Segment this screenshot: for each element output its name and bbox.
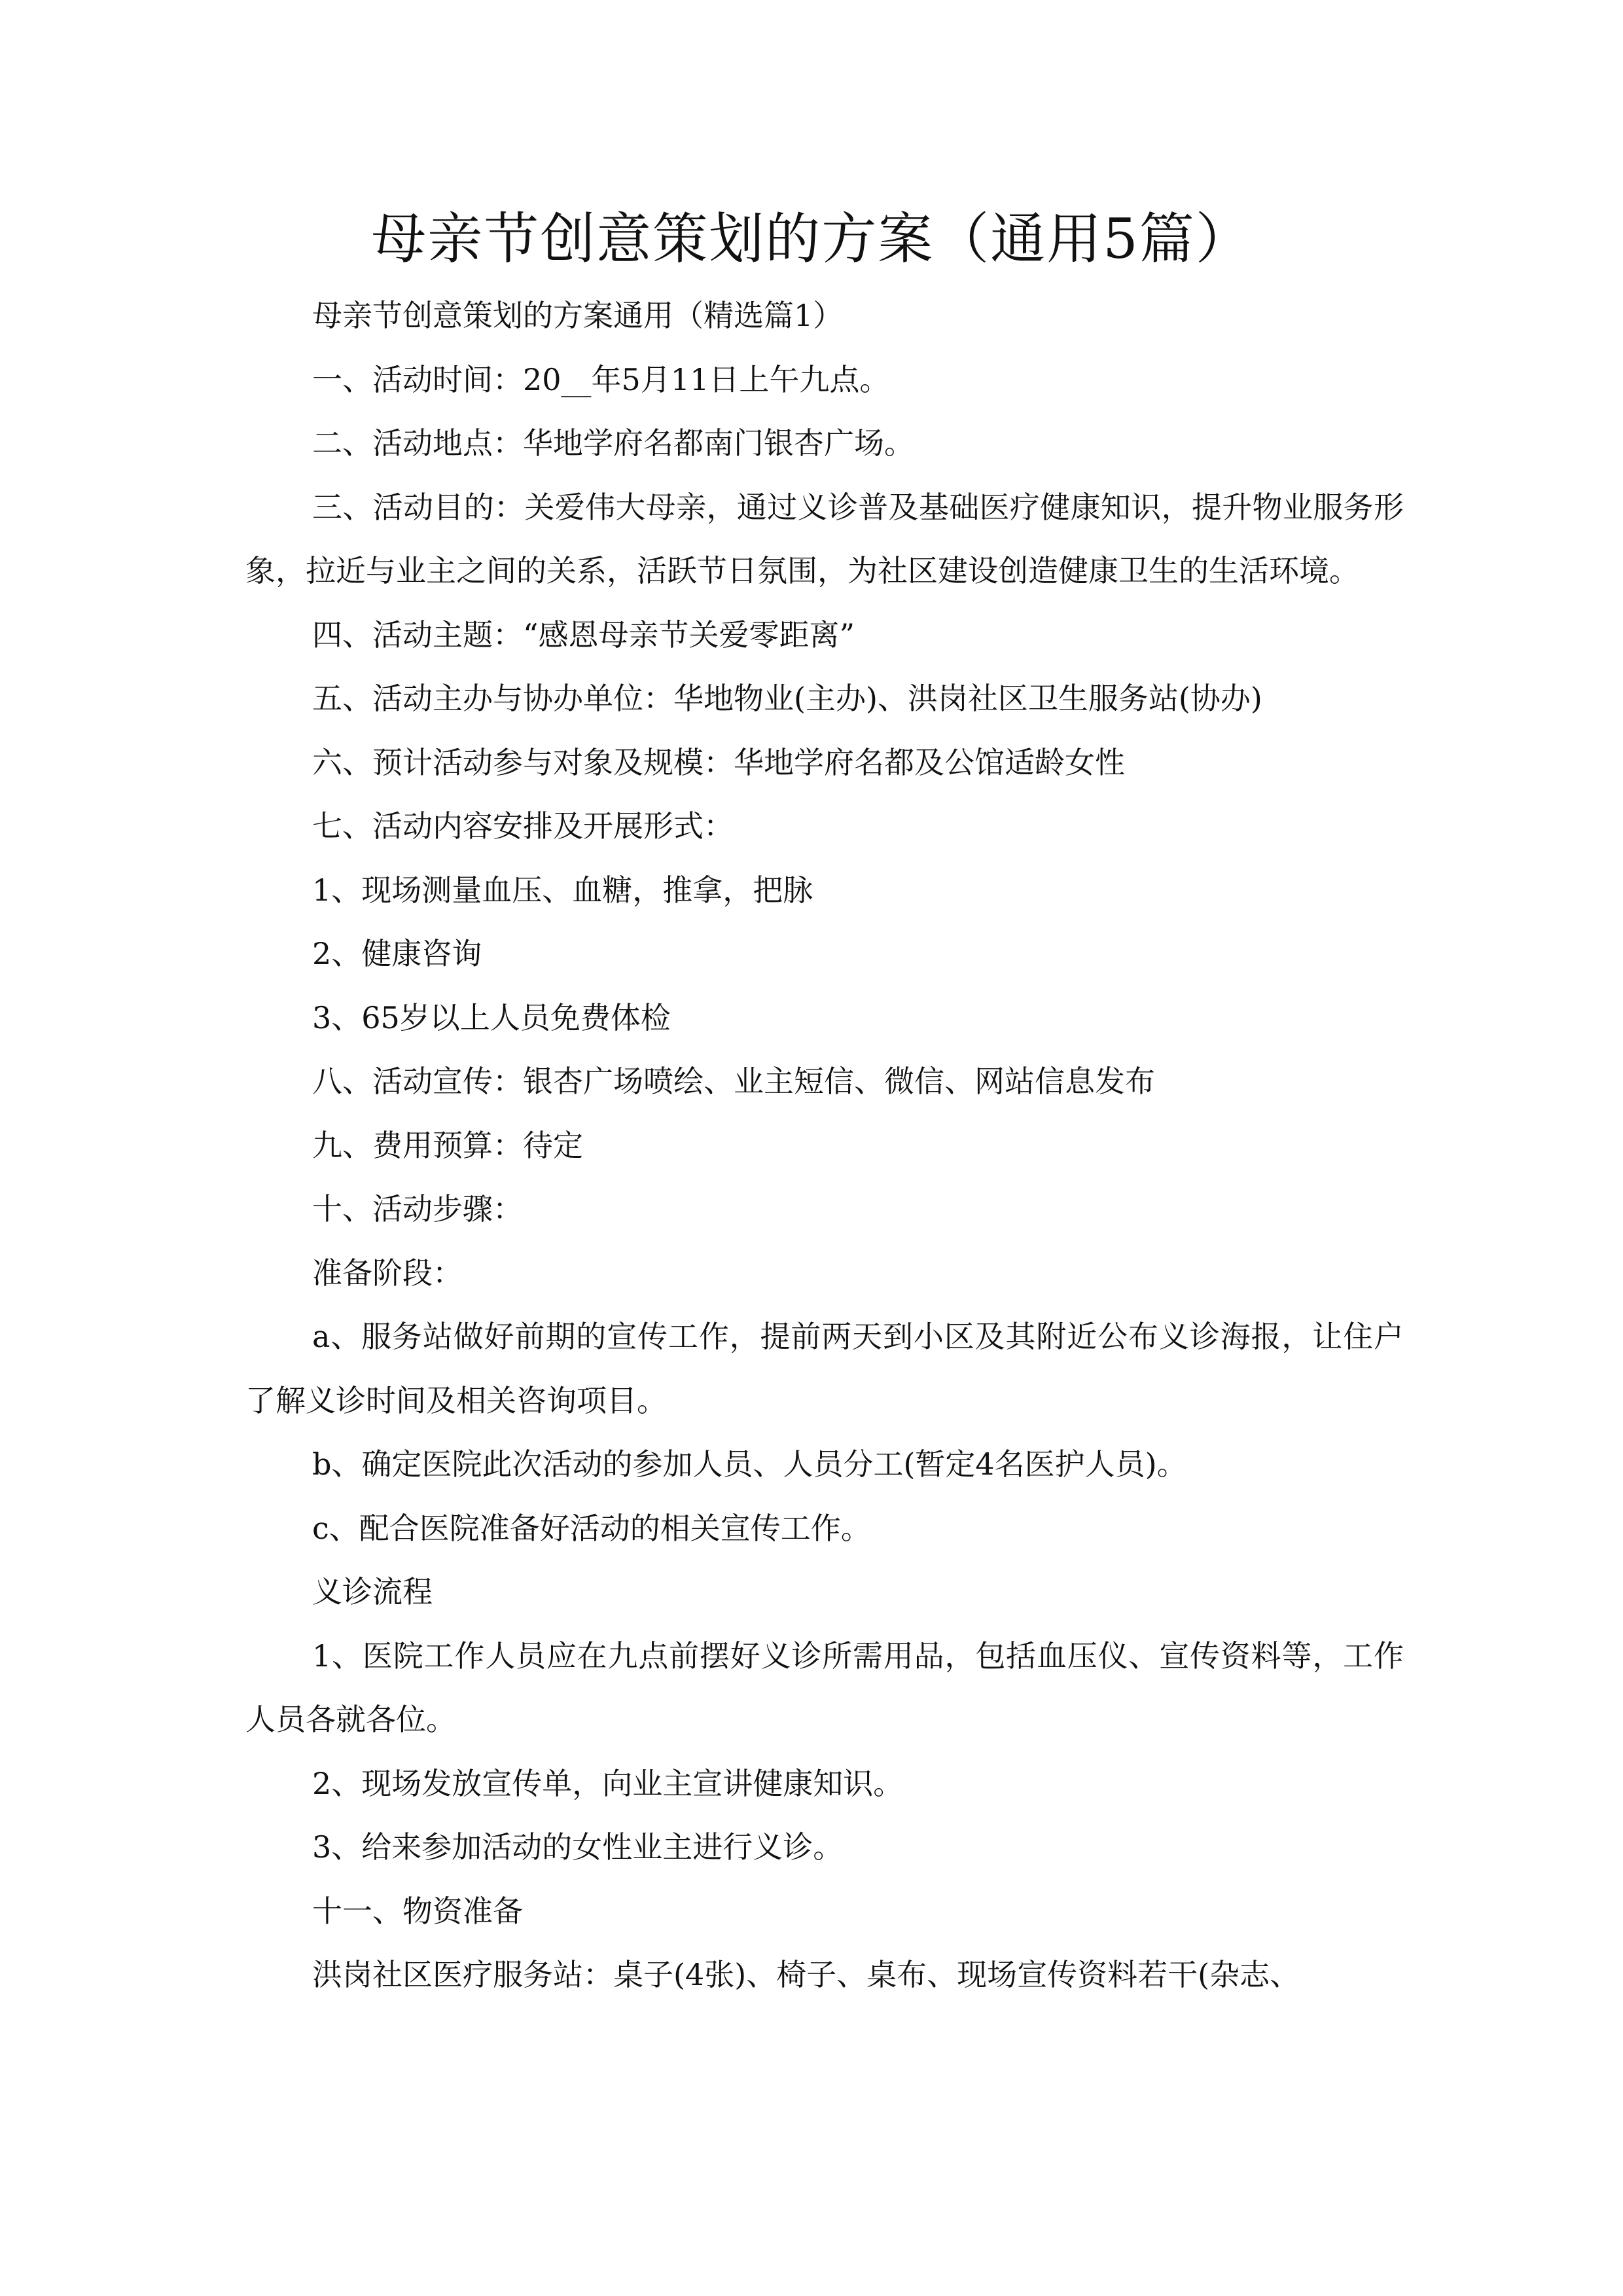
paragraph: 3、给来参加活动的女性业主进行义诊。 <box>312 1829 844 1865</box>
paragraph: 八、活动宣传：银杏广场喷绘、业主短信、微信、网站信息发布 <box>312 1064 1155 1099</box>
paragraph: 2、现场发放宣传单，向业主宣讲健康知识。 <box>312 1765 904 1801</box>
paragraph: 二、活动地点：华地学府名都南门银杏广场。 <box>312 425 914 461</box>
paragraph: 十、活动步骤： <box>312 1191 523 1227</box>
paragraph: 1、现场测量血压、血糖，推拿，把脉 <box>312 872 813 908</box>
paragraph: 七、活动内容安排及开展形式： <box>312 808 734 844</box>
paragraph: 3、65岁以上人员免费体检 <box>312 999 671 1035</box>
paragraph: 2、健康咨询 <box>312 936 482 971</box>
document-title: 母亲节创意策划的方案（通用5篇） <box>371 207 1252 271</box>
paragraph: 准备阶段： <box>312 1255 463 1291</box>
paragraph: 四、活动主题：“感恩母亲节关爱零距离” <box>312 617 855 653</box>
paragraph: c、配合医院准备好活动的相关宣传工作。 <box>312 1510 871 1546</box>
paragraph: b、确定医院此次活动的参加人员、人员分工(暂定4名医护人员)。 <box>312 1446 1187 1482</box>
paragraph: 三、活动目的：关爱伟大母亲，通过义诊普及基础医疗健康知识，提升物业服务形象，拉近与业主之间的关系，活跃节日氛围，为社区建设创造健康卫生的生活环境。 <box>245 489 1404 588</box>
paragraph: 九、费用预算：待定 <box>312 1127 583 1163</box>
paragraph: 一、活动时间：20__年5月11日上午九点。 <box>312 361 890 397</box>
paragraph: 十一、物资准备 <box>312 1893 523 1929</box>
paragraph: a、服务站做好前期的宣传工作，提前两天到小区及其附近公布义诊海报，让住户了解义诊时间及相关咨询项目。 <box>245 1319 1404 1418</box>
paragraph: 五、活动主办与协办单位：华地物业(主办)、洪岗社区卫生服务站(协办) <box>312 681 1262 716</box>
paragraph: 1、医院工作人员应在九点前摆好义诊所需用品，包括血压仪、宣传资料等，工作人员各就各位。 <box>245 1638 1404 1737</box>
paragraph: 母亲节创意策划的方案通用（精选篇1） <box>312 298 844 333</box>
document-body <box>245 284 1404 2007</box>
paragraph: 洪岗社区医疗服务站：桌子(4张)、椅子、桌布、现场宣传资料若干(杂志、 <box>312 1957 1300 1992</box>
paragraph: 六、预计活动参与对象及规模：华地学府名都及公馆适龄女性 <box>312 744 1125 780</box>
paragraph: 义诊流程 <box>312 1574 433 1609</box>
